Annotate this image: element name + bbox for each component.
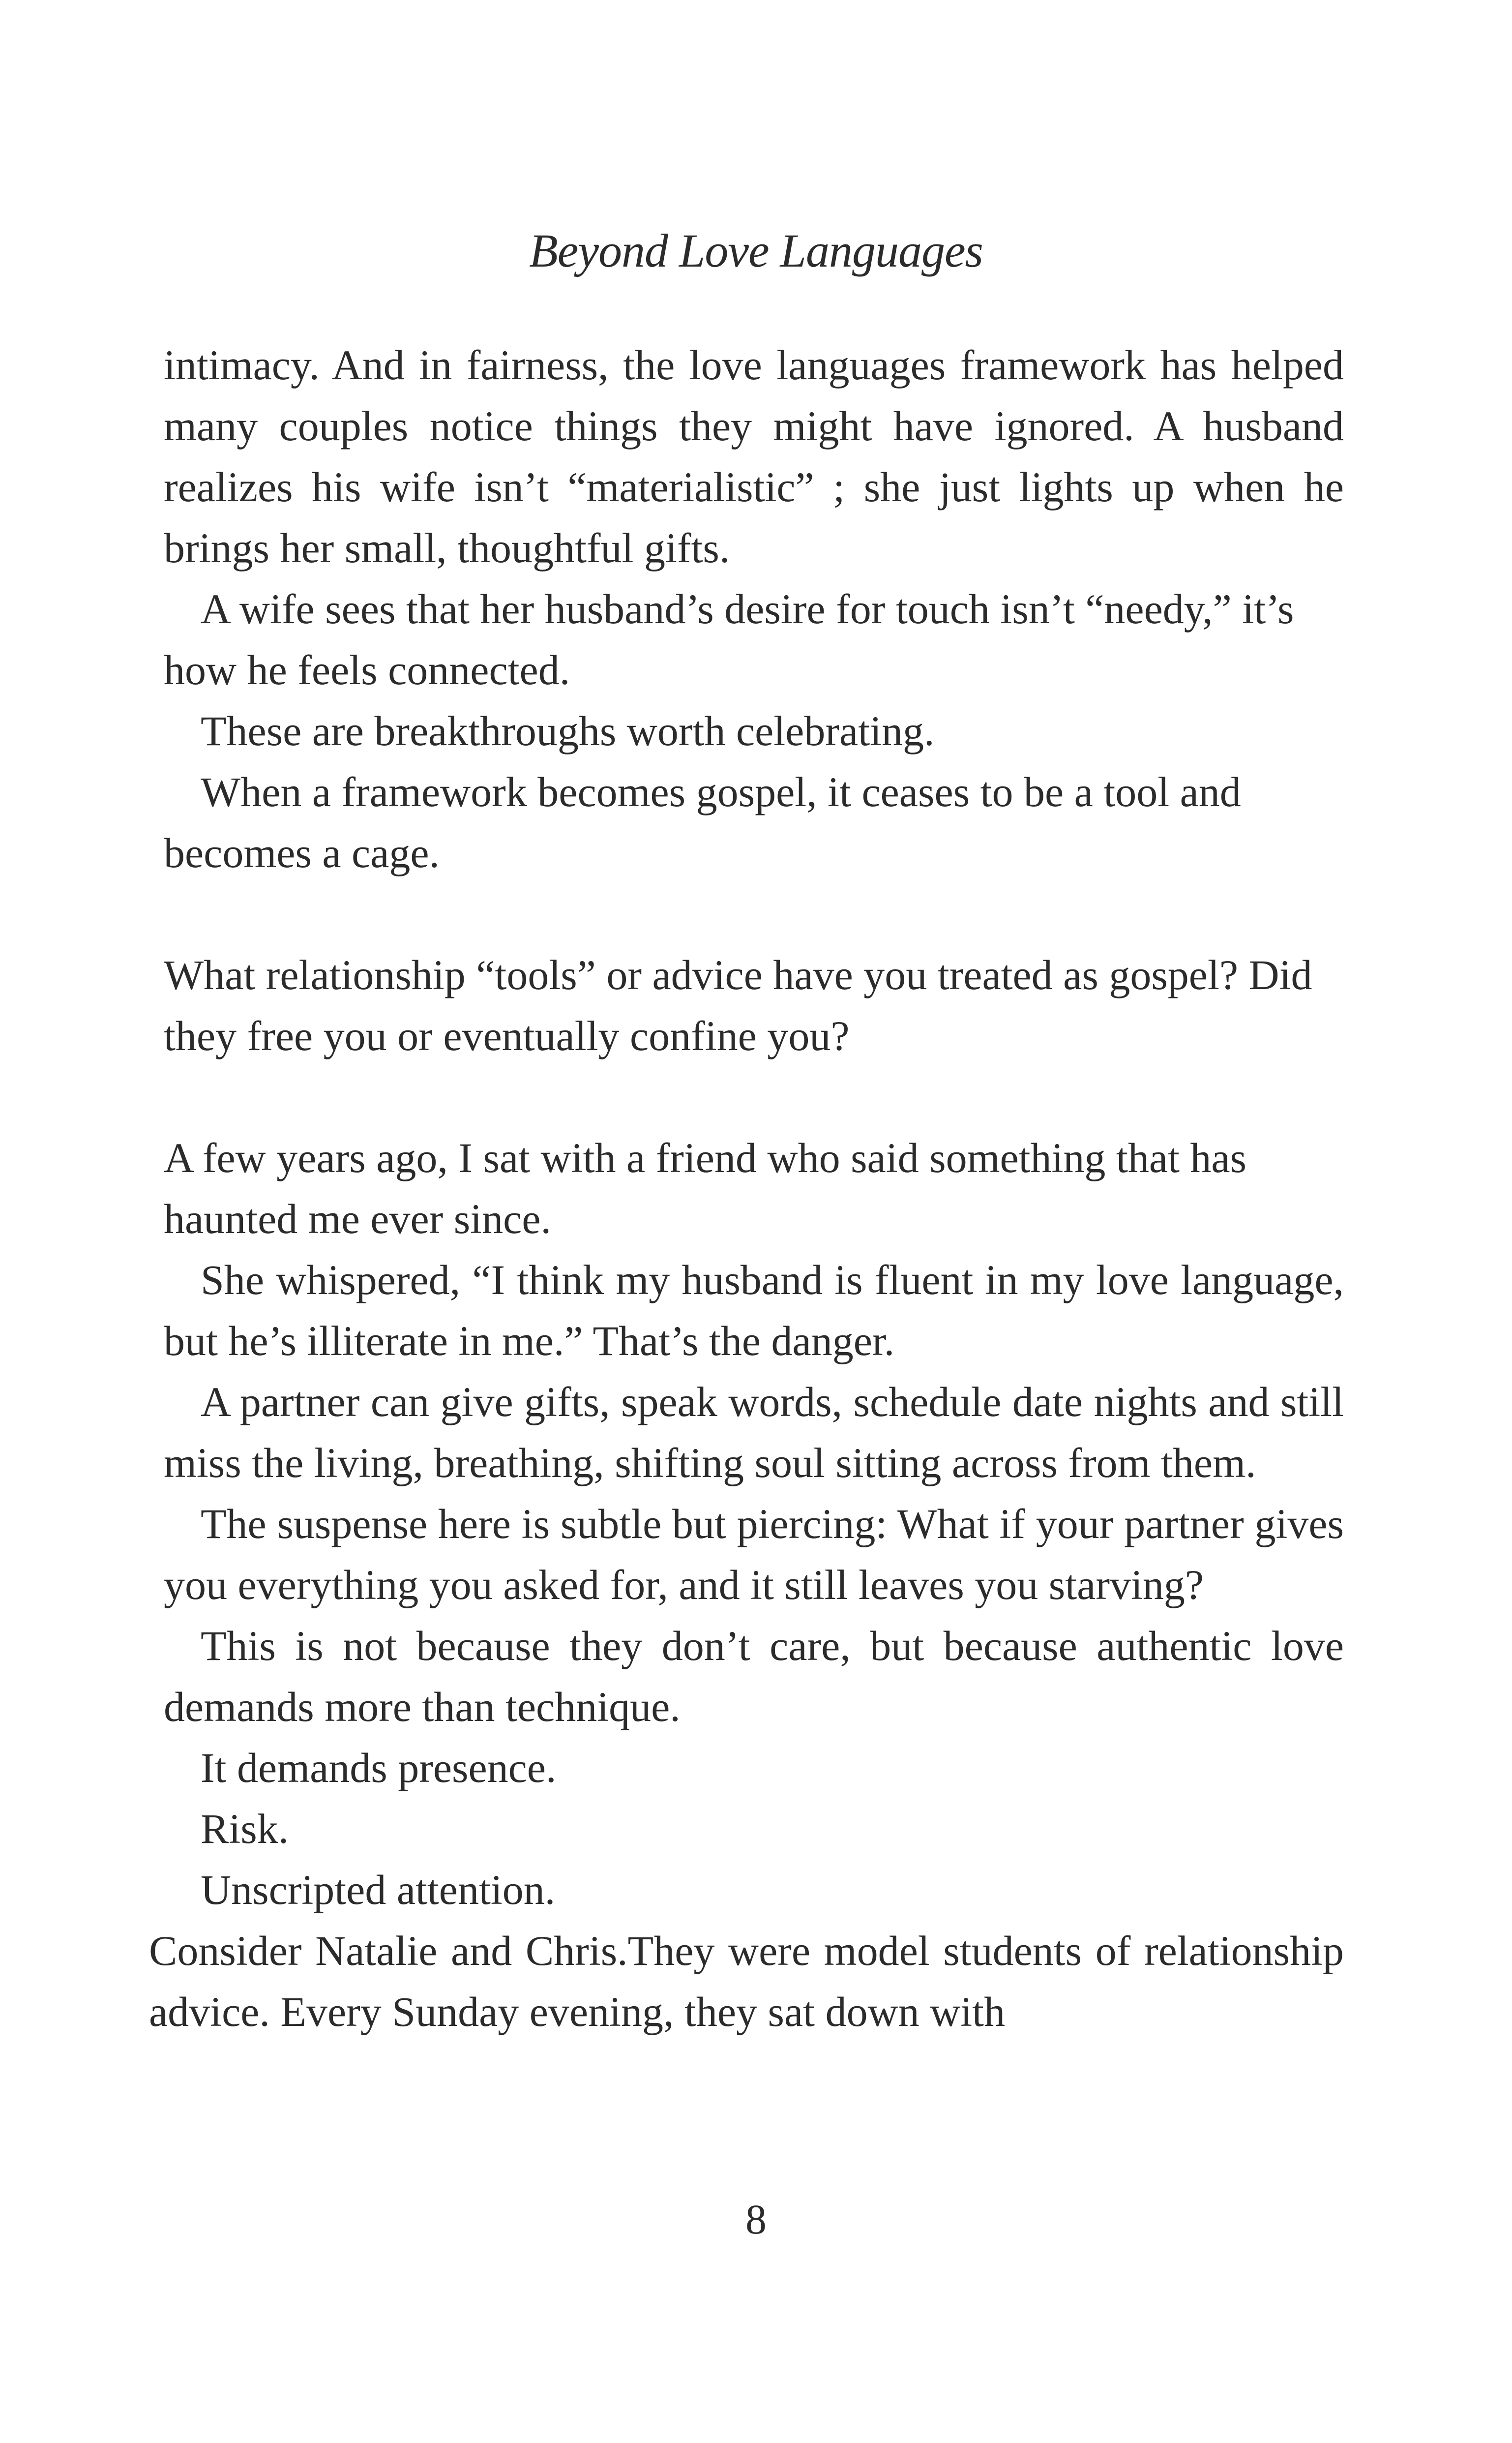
running-head: Beyond Love Languages <box>529 224 983 277</box>
page-number: 8 <box>745 2196 767 2243</box>
section-break <box>164 883 1344 944</box>
paragraph: Consider Natalie and Chris.They were model students of relationship advice. Every Sunday evening, they sat down with <box>149 1927 1344 2035</box>
paragraph: This is not because they don’t care, but because authentic love demands more than technique. <box>164 1622 1344 1730</box>
section-break <box>164 1066 1344 1127</box>
paragraph: She whispered, “I think my husband is fluent in my love language, but he’s illiterate in me.” That’s the danger. <box>164 1256 1344 1364</box>
paragraph: A partner can give gifts, speak words, schedule date nights and still miss the living, breathing, shifting soul sitting across from them. <box>164 1378 1344 1486</box>
paragraph: intimacy. And in fairness, the love languages framework has helped many couples notice things they might have ignored. A husband realizes his wife isn’t “materialistic” ; she just lights up when he brings her small, thoughtful gifts. <box>164 341 1344 572</box>
paragraph: It demands presence. <box>201 1744 557 1791</box>
paragraph: A wife sees that her husband’s desire for touch isn’t “needy,” it’s how he feels connected. <box>164 585 1294 694</box>
paragraph: Risk. <box>201 1805 289 1852</box>
paragraph: Unscripted attention. <box>201 1866 556 1913</box>
paragraph: When a framework becomes gospel, it ceases to be a tool and becomes a cage. <box>164 768 1241 876</box>
paragraph: The suspense here is subtle but piercing: What if your partner gives you everything you asked for, and it still leaves you starving? <box>164 1500 1344 1608</box>
paragraph: A few years ago, I sat with a friend who said something that has haunted me ever since. <box>164 1134 1247 1242</box>
body-text <box>149 334 1344 2042</box>
paragraph: These are breakthroughs worth celebrating. <box>201 707 935 754</box>
reflection-question: What relationship “tools” or advice have you treated as gospel? Did they free you or eventually confine you? <box>164 951 1312 1059</box>
